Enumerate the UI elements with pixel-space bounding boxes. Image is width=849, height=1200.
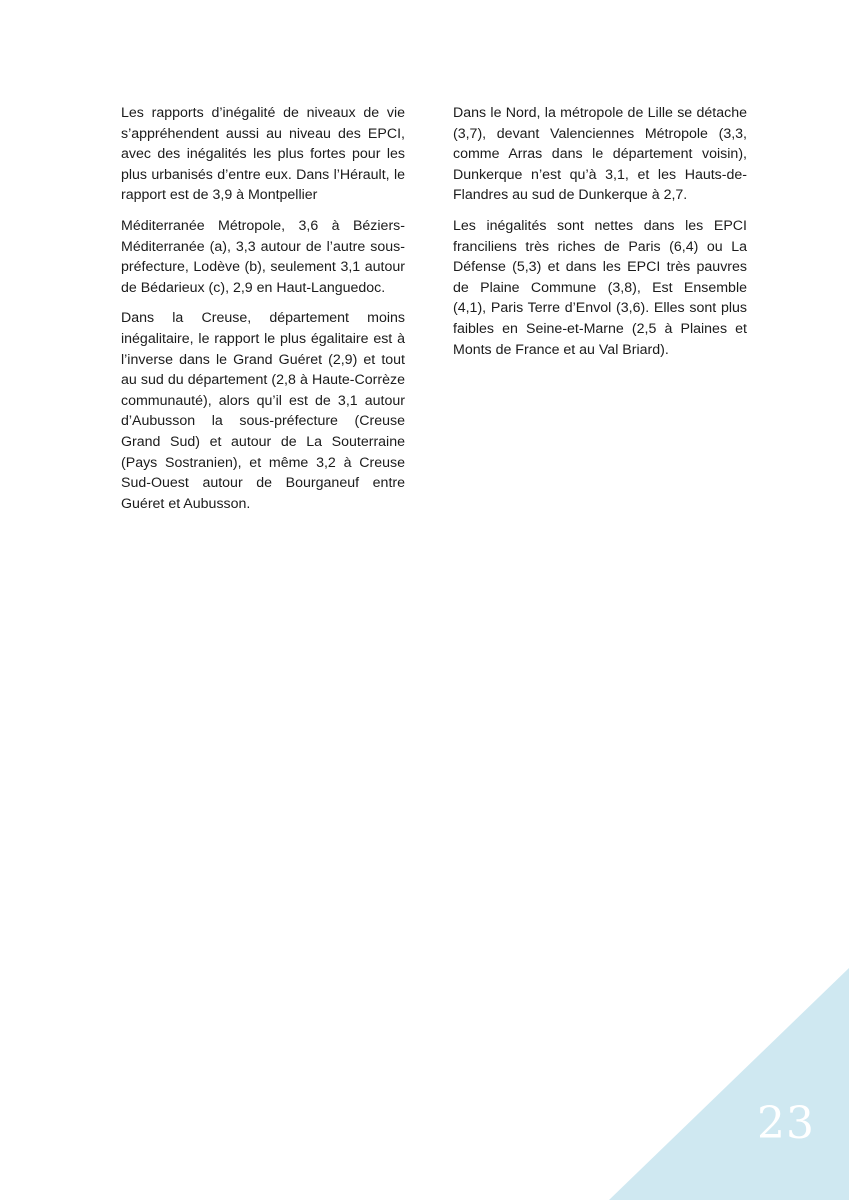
paragraph-nord: Dans le Nord, la métropole de Lille se détache (3,7), devant Valenciennes Métropole (3,3, comme Arras dans le département voisin), Dunkerque n’est qu’à 3,1, et les Hauts-de-Flandres au sud de Dunkerque à 2,7. bbox=[453, 105, 747, 204]
paragraph-ile-de-france: Les inégalités sont nettes dans les EPCI franciliens très riches de Paris (6,4) ou La Défense (5,3) et dans les EPCI très pauvres de Plaine Commune (3,8), Est Ensemble (4,1), Paris Terre d’Envol (3,6). Elles sont plus faibles en Seine-et-Marne (2,5 à Plaines et Monts de France et au Val Briard). bbox=[453, 217, 747, 358]
right-text-column bbox=[453, 103, 747, 370]
paragraph-epci-intro: Les rapports d’inégalité de niveaux de vie s’appréhendent aussi au niveau des EPCI, avec des inégalités les plus fortes pour les plus urbanisés d’entre eux. Dans l’Hérault, le rapport est de 3,9 à Montpellier bbox=[121, 105, 405, 204]
corner-triangle-shape bbox=[609, 968, 849, 1200]
paragraph-creuse: Dans la Creuse, département moins inégalitaire, le rapport le plus égalitaire est à l’inverse dans le Grand Guéret (2,9) et tout au sud du département (2,8 à Haute-Corrèze communauté), alors qu’il est de 3,1 autour d’Aubusson la sous-préfecture (Creuse Grand Sud) et autour de La Souterraine (Pays Sostranien), et même 3,2 à Creuse Sud-Ouest autour de Bourganeuf entre Guéret et Aubusson. bbox=[121, 310, 405, 512]
paragraph-herault: Méditerranée Métropole, 3,6 à Béziers-Méditerranée (a), 3,3 autour de l’autre sous-préfecture, Lodève (b), seulement 3,1 autour de Bédarieux (c), 2,9 en Haut-Languedoc. bbox=[121, 217, 405, 296]
left-text-column bbox=[121, 103, 405, 524]
page-number: 23 bbox=[757, 1098, 815, 1149]
corner-triangle-decoration bbox=[609, 968, 849, 1200]
